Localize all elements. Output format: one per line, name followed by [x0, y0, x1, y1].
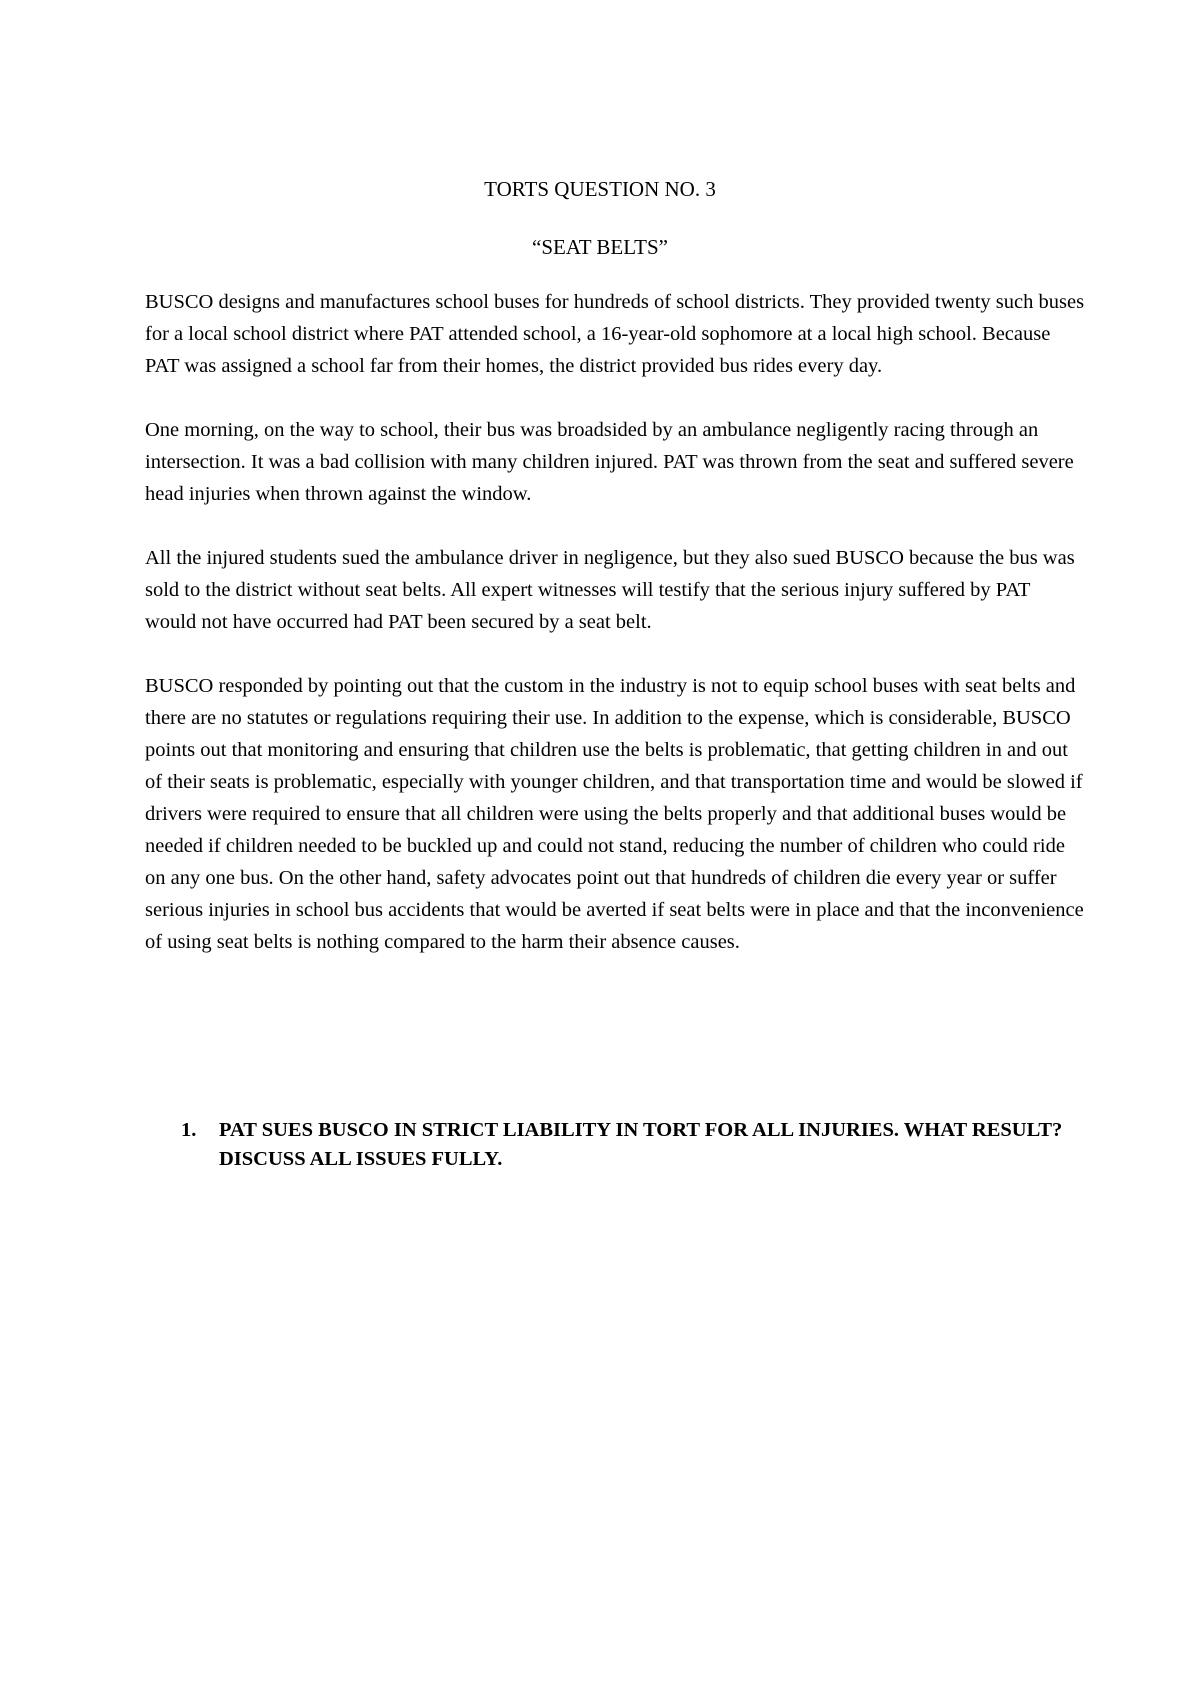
fact-pattern: [145, 286, 1085, 990]
document-title: TORTS QUESTION NO. 3: [484, 177, 716, 201]
paragraph-3: All the injured students sued the ambulance driver in negligence, but they also sued BUSCO because the bus was sold to the district without seat belts. All expert witnesses will testify that the serious injury suffered by PAT would not have occurred had PAT been secured by a seat belt.: [145, 547, 1075, 633]
paragraph-1: BUSCO designs and manufactures school buses for hundreds of school districts. They provided twenty such buses for a local school district where PAT attended school, a 16-year-old sophomore at a local high school. Because PAT was assigned a school far from their homes, the district provided bus rides every day.: [145, 291, 1085, 377]
question-list: [145, 1116, 1085, 1174]
document-subtitle: “SEAT BELTS”: [532, 235, 668, 259]
paragraph-2: One morning, on the way to school, their bus was broadsided by an ambulance negligently racing through an intersection. It was a bad collision with many children injured. PAT was thrown from the seat and suffered severe head injuries when thrown against the window.: [145, 419, 1074, 505]
question-text: PAT SUES BUSCO IN STRICT LIABILITY IN TORT FOR ALL INJURIES. WHAT RESULT? DISCUSS ALL ISSUES FULLY.: [219, 1119, 1063, 1170]
question-item: [145, 1116, 1085, 1174]
paragraph-4: BUSCO responded by pointing out that the custom in the industry is not to equip school buses with seat belts and there are no statutes or regulations requiring their use. In addition to the expense, which is considerable, BUSCO points out that monitoring and ensuring that children use the belts is problematic, that getting children in and out of their seats is problematic, especially with younger children, and that transportation time and would be slowed if drivers were required to ensure that all children were using the belts properly and that additional buses would be needed if children needed to be buckled up and could not stand, reducing the number of children who could ride on any one bus. On the other hand, safety advocates point out that hundreds of children die every year or suffer serious injuries in school bus accidents that would be averted if seat belts were in place and that the inconvenience of using seat belts is nothing compared to the harm their absence causes.: [145, 675, 1084, 953]
question-number: 1.: [181, 1119, 197, 1141]
